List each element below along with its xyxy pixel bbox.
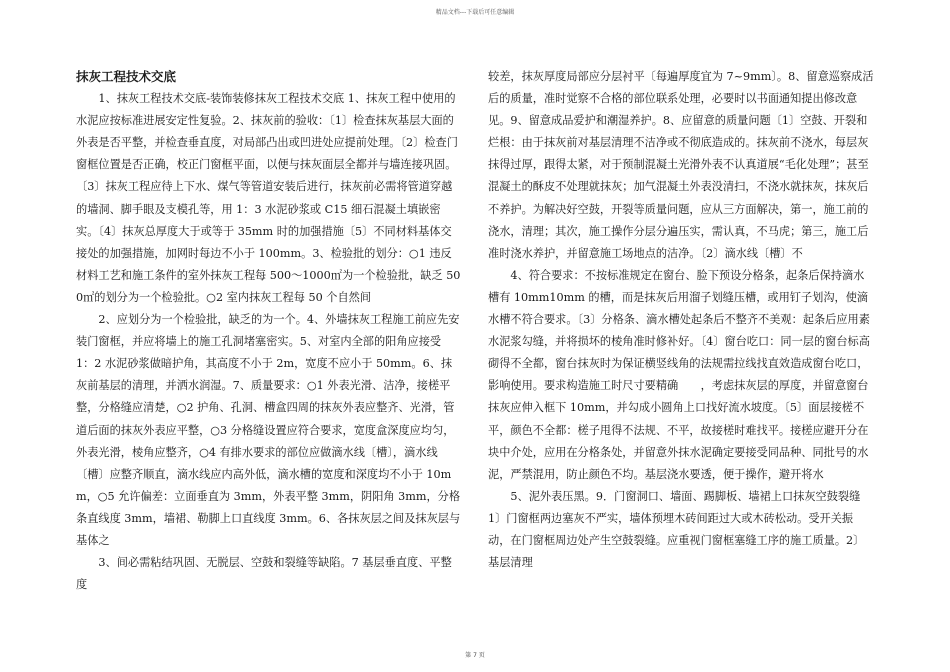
paragraph: 较差，抹灰厚度局部应分层衬平〔每遍厚度宜为 7~9mm〕。8、留意巡察成活后的质量，准时觉察不合格的部位联系处理，必要时以书面通知提出修改意见。9、留意成品爱护和潮湿养护。8、应留意的质量问题〔1〕空鼓、开裂和烂根：由于抹灰前对基层清理不洁净或不彻底造成的。抹灰前不浇水，每层灰抹得过厚，跟得太紧，对于预制混凝土光滑外表不认真道展“毛化处理”；甚至混凝土的酥皮不处理就抹灰；加气混凝土外表没清扫，不浇水就抹灰，抹灰后不养护。为解决好空鼓，开裂等质量问题，应从三方面解决，第一，施工前的浇水，清理；其次，施工操作分层分遍压实，需认真，不马虎；第三，施工后准时浇水养护，并留意施工场地点的洁净。〔2〕滴水线〔槽〕不: [488, 70, 874, 260]
left-column-body: [76, 88, 462, 596]
right-column-body: [488, 66, 874, 574]
right-column: [488, 66, 874, 574]
page-footer: 第 7 页: [465, 652, 485, 659]
paragraph: 2、应划分为一个检验批，缺乏的为一个。4、外墙抹灰工程施工前应先安装门窗框，并应将墙上的施工孔洞堵塞密实。5、对室内全部的阳角应接受 1：2 水泥砂浆做暗护角，其高度不小于 2m，宽度不应小于 50mm。6、抹灰前基层的清理，并洒水润湿。7、质量要求：○1 外表光滑、洁净，接槎平整，分格缝应清楚，○2 护角、孔洞、槽盒四周的抹灰外表应整齐、光滑，管道后面的抹灰外表应平整，○3 分格缝设置应符合要求，宽度盒深度应均匀，外表光滑，棱角应整齐，○4 有排水要求的部位应做滴水线〔槽〕，滴水线〔槽〕应整齐顺直，滴水线应内高外低，滴水槽的宽度和深度均不小于 10mm，○5 允许偏差：立面垂直为 3mm，外表平整 3mm，阴阳角 3mm，分格条直线度 3mm，墙裙、勒脚上口直线度 3mm。6、各抹灰层之间及抹灰层与基体之: [76, 313, 461, 547]
paragraph: 〔3〕抹灰工程应待上下水、煤气等管道安装后进行，抹灰前必需将管道穿越的墙洞、脚手眼及支模孔等，用 1：3 水泥砂浆或 C15 细石混凝土填嵌密实。〔4〕抹灰总厚度大于或等于 35mm 时的加强措施〔5〕不同材料基体交接处的加强措施，加网时每边不小于 100mm。3、检验批的划分：○1 违反材料工艺和施工条件的室外抹灰工程每 500～1000㎡为一个检验批，缺乏 500㎡的划分为一个检验批。○2 室内抹灰工程每 50 个自然间: [76, 180, 461, 304]
paragraph: 4、符合要求：不按标准规定在窗台、脸下预设分格条，起条后保持滴水槽有 10mm10mm 的槽，而是抹灰后用溜子划缝压槽，或用钉子划沟，使滴水槽不符合要求。〔3〕分格条、滴水槽处起条后不整齐不美观：起条后应用素水泥浆勾缝，并将损坏的棱角准时修补好。〔4〕窗台吃口：同一层的窗台标高砌得不全都，窗台抹灰时为保证横竖线角的法规需拉线找直效造成窗台吃口，影响使用。要求构造施工时尺寸要精确 ，考虑抹灰层的厚度，并留意窗台抹灰应伸入框下 10mm，并勾成小圆角上口找好流水坡度。〔5〕面层接槎不平，颜色不全都：槎子甩得不法规、不平，故接槎时难找平。接槎应避开分在块中介处，应用在分格条处，并留意外抹水泥确定要接受同品种、同批号的水泥，严禁混用，防止颜色不均。基层浇水要透，便于操作，避开将水: [488, 268, 870, 481]
page-header: 精品文档---下载后可任意编辑: [435, 9, 515, 16]
paragraph: 5、泥外表压黑。9．门窗洞口、墙面、踢脚板、墙裙上口抹灰空鼓裂缝 1〕门窗框两边塞灰不严实，墙体预埋木砖间距过大或木砖松动。受开关振动，在门窗框周边处产生空鼓裂缝。应重视门窗框塞缝工序的施工质量。2〕基层清理: [488, 489, 865, 570]
document-title: 抹灰工程技术交底: [76, 69, 177, 84]
paragraph: 3、间必需粘结巩固、无脱层、空鼓和裂缝等缺陷。7 基层垂直度、平整度: [76, 556, 452, 592]
left-column: [76, 66, 462, 596]
paragraph: 1、抹灰工程技术交底-装饰装修抹灰工程技术交底 1、抹灰工程中使用的水泥应按标准进展安定性复验。2、抹灰前的验收：〔1〕检查抹灰基层大面的外表是否平整，并检查垂直度，对局部凸出或凹进处应提前处理。〔2〕检查门窗框位置是否正确，校正门窗框平面，以便与抹灰面层全都并与墙连接巩固。: [76, 92, 458, 172]
